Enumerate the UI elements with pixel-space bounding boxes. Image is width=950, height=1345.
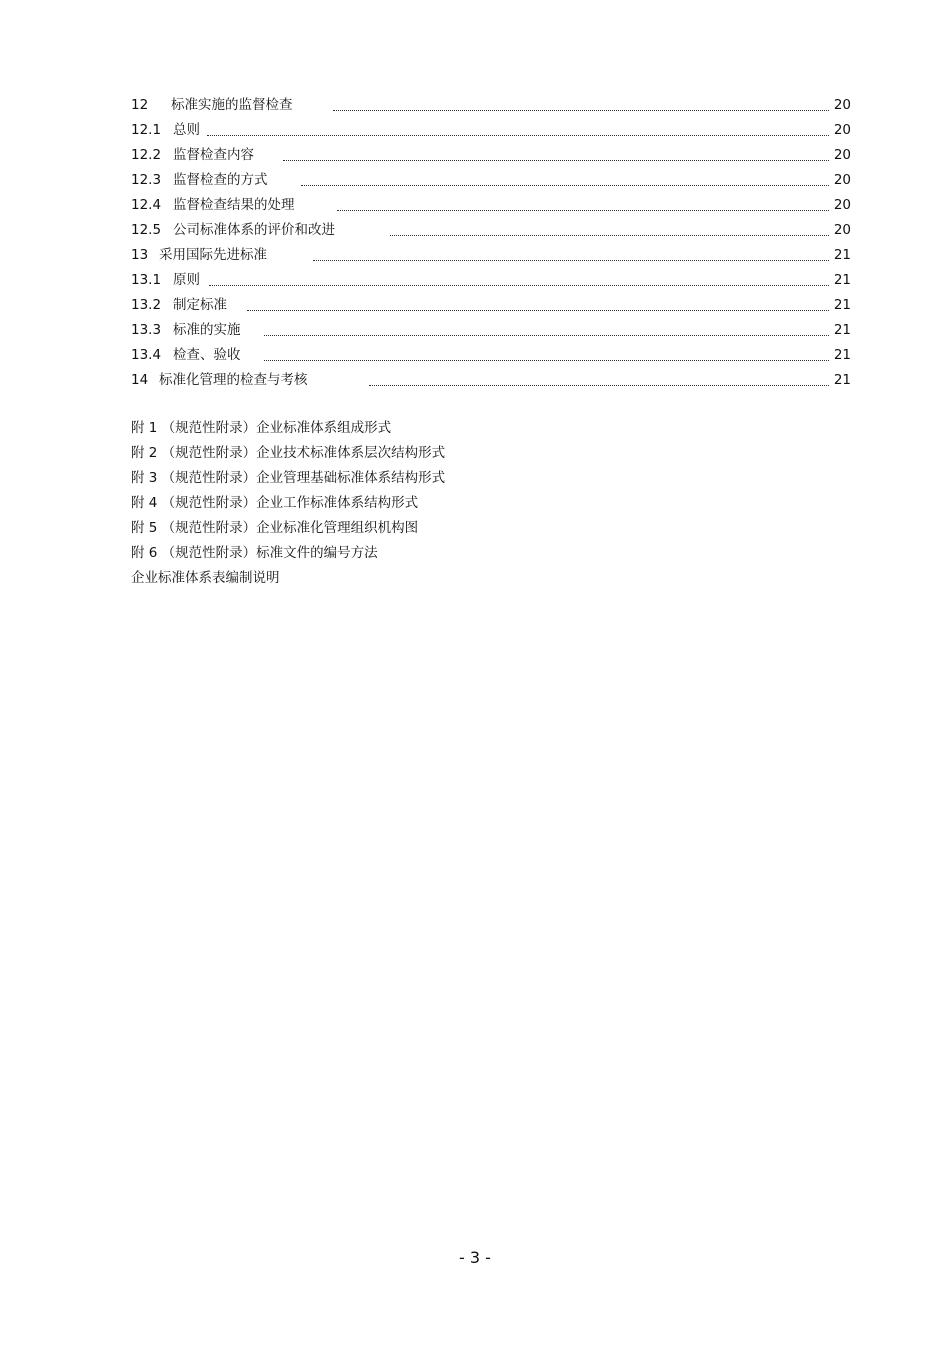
toc-entry-page: 20 <box>833 172 851 188</box>
toc-entry-title: 监督检查结果的处理 <box>173 197 295 213</box>
toc-entry-title: 监督检查的方式 <box>173 172 268 188</box>
toc-entry-title: 原则 <box>173 272 200 288</box>
toc-entry-page: 21 <box>833 272 851 288</box>
toc-entry-page: 21 <box>833 297 851 313</box>
toc-entry-title: 总则 <box>173 122 200 138</box>
toc-dot-leader <box>333 110 829 111</box>
toc-dot-leader <box>313 260 829 261</box>
toc-entry[interactable] <box>131 270 851 295</box>
toc-entry[interactable] <box>131 370 851 395</box>
appendix-item[interactable]: 附 3 （规范性附录）企业管理基础标准体系结构形式 <box>131 470 446 486</box>
toc-entry[interactable] <box>131 220 851 245</box>
toc-entry[interactable] <box>131 95 851 120</box>
toc-dot-leader <box>264 360 829 361</box>
table-of-contents <box>131 95 851 395</box>
toc-dot-leader <box>337 210 829 211</box>
toc-entry[interactable] <box>131 120 851 145</box>
toc-entry-page: 20 <box>833 122 851 138</box>
appendix-item[interactable]: 附 6 （规范性附录）标准文件的编号方法 <box>131 545 378 561</box>
toc-entry-number: 12.5 <box>131 222 162 238</box>
toc-dot-leader <box>247 310 829 311</box>
toc-entry-number: 13.4 <box>131 347 162 363</box>
toc-entry[interactable] <box>131 170 851 195</box>
appendix-item[interactable]: 附 4 （规范性附录）企业工作标准体系结构形式 <box>131 495 419 511</box>
toc-entry-page: 21 <box>833 322 851 338</box>
toc-entry-page: 20 <box>833 97 851 113</box>
toc-entry[interactable] <box>131 345 851 370</box>
toc-entry-title: 标准的实施 <box>173 322 241 338</box>
toc-entry-title: 采用国际先进标准 <box>159 247 267 263</box>
toc-entry-title: 标准化管理的检查与考核 <box>159 372 308 388</box>
toc-entry-number: 12.3 <box>131 172 162 188</box>
toc-entry[interactable] <box>131 145 851 170</box>
toc-entry-page: 21 <box>833 247 851 263</box>
toc-entry-page: 20 <box>833 197 851 213</box>
toc-entry-page: 21 <box>833 347 851 363</box>
toc-entry[interactable] <box>131 195 851 220</box>
toc-dot-leader <box>283 160 829 161</box>
toc-dot-leader <box>390 235 829 236</box>
toc-entry-number: 12.2 <box>131 147 162 163</box>
toc-entry-number: 13.3 <box>131 322 162 338</box>
toc-entry-number: 13.2 <box>131 297 162 313</box>
toc-entry-number: 12.1 <box>131 122 162 138</box>
toc-entry-title: 监督检查内容 <box>173 147 254 163</box>
toc-entry-title: 公司标准体系的评价和改进 <box>173 222 335 238</box>
toc-entry-title: 检查、验收 <box>173 347 241 363</box>
toc-entry-page: 20 <box>833 222 851 238</box>
toc-entry-title: 标准实施的监督检查 <box>171 97 293 113</box>
toc-dot-leader <box>207 135 829 136</box>
toc-entry-number: 12.4 <box>131 197 162 213</box>
toc-dot-leader <box>369 385 829 386</box>
toc-entry[interactable] <box>131 295 851 320</box>
toc-entry-page: 21 <box>833 372 851 388</box>
toc-entry-number: 12 <box>131 97 149 113</box>
toc-entry[interactable] <box>131 245 851 270</box>
appendix-item[interactable]: 附 2 （规范性附录）企业技术标准体系层次结构形式 <box>131 445 446 461</box>
appendix-item[interactable]: 附 5 （规范性附录）企业标准化管理组织机构图 <box>131 520 419 536</box>
appendix-list <box>131 418 631 593</box>
toc-entry-page: 20 <box>833 147 851 163</box>
toc-entry-title: 制定标准 <box>173 297 227 313</box>
toc-entry-number: 13 <box>131 247 149 263</box>
toc-dot-leader <box>264 335 829 336</box>
page-number: - 3 - <box>459 1248 491 1267</box>
toc-entry[interactable] <box>131 320 851 345</box>
toc-dot-leader <box>301 185 829 186</box>
appendix-item[interactable]: 附 1 （规范性附录）企业标准体系组成形式 <box>131 420 392 436</box>
toc-entry-number: 13.1 <box>131 272 162 288</box>
toc-entry-number: 14 <box>131 372 149 388</box>
appendix-item[interactable]: 企业标准体系表编制说明 <box>131 570 280 586</box>
toc-dot-leader <box>209 285 829 286</box>
